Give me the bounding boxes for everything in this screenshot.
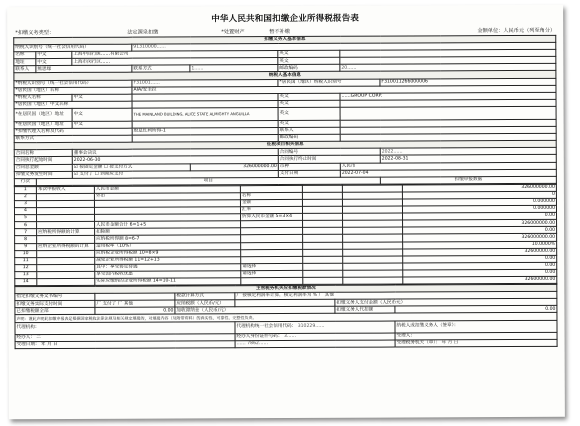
col-row-header: 行次 [14, 178, 36, 185]
name-cn-label: 中文 [36, 52, 72, 59]
due-label: 扣缴义务人支付金额（人民币元） [335, 299, 557, 307]
country-label: *居民国（地区）名称 [14, 87, 132, 95]
calc-row-amount: 0.00 [403, 212, 557, 220]
footer-right [395, 320, 557, 333]
calc-row-group [37, 278, 95, 285]
country-id-label: *居民国（地区）纳税人识别号 [278, 79, 380, 87]
handler-label: 经办人： [16, 334, 35, 340]
withholder-contact: 熊思缘 [36, 66, 132, 74]
calc-row-sub: 减免企业所得税额 11=12+13 [95, 256, 241, 264]
col-item-header: 项目 [36, 177, 380, 186]
withholding-type-value: 法定源泉扣缴 [127, 29, 159, 36]
col-amount-header: 扣缴申报数据 [380, 176, 556, 184]
form-title: 中华人民共和国扣缴企业所得税报告表 [211, 13, 360, 25]
calc-row-amount: 0.00 [403, 227, 557, 235]
calc-row-no: 13 [15, 271, 37, 278]
extra-code-1: …… [236, 341, 246, 347]
sign-label: 纳税人或扣缴义务人（签章）： [396, 323, 459, 329]
taxpayer-zip-label: 邮政编码 [278, 134, 340, 141]
section-withholder: 扣缴义务人基本信息 [14, 35, 556, 44]
payer-value: 股息红利所得-1 [132, 128, 278, 136]
calc-row-amount: 326000000.00 [403, 234, 557, 242]
country-value: AIA/安圭拉 [132, 85, 556, 94]
withholder-id-label: 纳税人识别号（统一社会信用代码） [14, 44, 132, 52]
contract-name: 董事会决议 [72, 149, 278, 157]
calc-row-amount: 10.0000% [403, 241, 557, 249]
exec-end-label: 合同执行终止时间 [278, 155, 380, 163]
agent-label: 代理机构： [16, 325, 40, 331]
calc-row-amount: 0.000000 [402, 198, 556, 206]
payer-label: *扣缴代理人名称及代码 [14, 128, 132, 136]
calc-row-no: 4 [14, 208, 36, 215]
taxpayer-addr-cn-label: 中文 [72, 108, 132, 121]
calc-row-empty2 [343, 277, 403, 284]
contract-amount: 326000000.00 [190, 163, 278, 170]
currency-value: 人民币 [340, 162, 556, 170]
calc-row-no: 14 [15, 279, 37, 286]
recv-label: 受理人： [396, 333, 415, 339]
asset-disposal-label: *处置财产 [221, 29, 245, 36]
withholder-name-cn: 上海中间行医……有限公司 [72, 51, 278, 59]
calc-row-amount: 326000000.00 [403, 220, 557, 228]
calc-row-no: 2 [14, 193, 36, 200]
calc-row-no: 11 [15, 257, 37, 264]
calc-row-amount: 0.00 [403, 269, 557, 277]
calc-row-no: 10 [15, 250, 37, 257]
calc-row-amount: 326000000.00 [402, 184, 556, 192]
taxpayer-name-cn-label: 中文 [72, 94, 132, 101]
calc-row-amount: 0.00 [403, 262, 557, 270]
method-label: 扣缴义务发生时间 [14, 171, 72, 178]
footer-left [15, 321, 235, 334]
zip-label: 邮政编码 [278, 65, 340, 72]
contract-name-label: 合同名称 [14, 150, 72, 157]
calc-row-amount: 0.00 [403, 255, 557, 263]
calc-row-amount: 32600000.00 [403, 248, 557, 256]
pay-date: 2022-07-04 [340, 169, 556, 177]
taxpayer-name-label: *纳税人名称 [14, 94, 72, 101]
paid-label: 扣缴义务实际支付时间 [15, 301, 95, 308]
agent-code-label: 代理机构统一社会信用代码： [236, 324, 297, 330]
withholder-id-value: 91310000…… [132, 42, 556, 51]
date-label: 受理日期： [16, 341, 40, 348]
calc-row-item: 汇率 [240, 206, 302, 213]
tax-method-options[interactable]: 厂 按核定利润率计算，核定利润率为 % 厂 其他 [235, 292, 557, 300]
taxpayer-fullname-label: *居民国（地区）中文名称 [14, 101, 132, 109]
calc-row-no: 3 [14, 201, 36, 208]
calc-row-sub: 享受国内税收优惠 [95, 271, 241, 279]
withholder-phone: 1…… [190, 65, 278, 72]
contact-label: 联系人 [14, 66, 36, 73]
calc-row-item: 金额 [240, 199, 302, 206]
taxpayer-fullname-en-label: 英文 [278, 100, 340, 107]
id-label: 经办人身份证件号码： [236, 333, 283, 340]
date-value: 年 月 日 [41, 341, 58, 347]
calc-row-no: 12 [15, 264, 37, 271]
section-taxpayer: 纳税人基本信息 [14, 71, 556, 80]
exec-end: 2022-08-31 [380, 155, 556, 163]
taxpayer-contact-label: 联系人 [278, 127, 340, 134]
calc-row-no: 8 [15, 236, 37, 243]
taxpayer-addr2-en-label: 英文 [278, 120, 340, 127]
extra-code-2: 7862…… [247, 340, 269, 347]
phone-label: 联系方式 [132, 65, 190, 72]
calc-row-sub: 外币 [94, 193, 240, 201]
taxpayer-addr-en-label: 英文 [278, 107, 340, 120]
section-exemption: 主管税务机关应扣缴税款情况 [15, 284, 557, 293]
refund-label: 应纳税额（人民币/元） [175, 300, 235, 307]
calc-row-group: 应纳税所得额的计算 [37, 229, 95, 236]
calc-row-sub: 其中：享受协定待遇 [95, 264, 241, 272]
amount-options[interactable]: ☑ 按固定金额 ☐ 按支付方式 [72, 163, 190, 171]
calc-row-group: 应纳企业所得税额的计算 [37, 243, 95, 250]
taxpayer-addr-label: *在居民国（地区）地址 [14, 108, 72, 121]
rem-label: 扣缴义务人代扣额 [335, 306, 395, 313]
calc-row-item: 名称 [240, 192, 302, 199]
calc-row-sub: 实际应缴纳的企业所得税额 14=10-11 [95, 278, 241, 286]
paid-options[interactable]: 厂 支付了 厂 其他 [95, 300, 175, 307]
amount-label: 合同总金额 [14, 164, 72, 171]
withholding-type-label: *扣缴义务类型： [15, 30, 55, 37]
declaration: 声明：谨此声明此扣缴申报表是根据国家税收法律法规及相关规定填报的，对填报内容（及附带资料）的真实性、可靠性、完整性负责。 [15, 313, 557, 322]
country-id-value: F310011266000006 [380, 78, 556, 86]
calc-row-empty [303, 277, 343, 284]
addr-label: 地址 [14, 59, 36, 66]
taxpayer-addr-en [340, 106, 556, 120]
country-code-label: 加收滞纳金（人民币/元） [175, 307, 335, 315]
contract-no-label: 合同编号 [278, 148, 380, 156]
already-value: 0.00 [95, 307, 175, 314]
taxpayer-id-label: *纳税人识别号（统一社会信用代码） [14, 80, 132, 88]
rem-value: 0.00 [395, 306, 557, 314]
withholder-zip: 20…… [340, 64, 556, 72]
currency-unit-note: 金额单位：人民币元（列至角分） [477, 27, 556, 35]
footer-mid [235, 321, 395, 334]
agent-code: 310229…… [297, 324, 325, 330]
recv-org-label: 受理税务机关（章）： [396, 340, 441, 346]
calc-row-sub: 应纳税企业所得税额 10=8×9 [95, 249, 241, 257]
taxpayer-addr2-cn-label: 中文 [72, 121, 132, 128]
form-table [13, 35, 557, 186]
name-en-label: 英文 [278, 50, 340, 57]
doc-no-label: 指定扣缴义务文书编号 [15, 294, 95, 301]
calc-row-sub: 人民币金额 [94, 185, 240, 193]
exec-start-label: 合同执行起始时间 [14, 157, 72, 164]
calc-row-item [241, 277, 303, 284]
taxpayer-id-value: F31001…… [132, 79, 278, 87]
calc-row-group: 本次申报收入 [36, 186, 94, 193]
calc-row-no: 9 [15, 243, 37, 250]
taxpayer-phone-label: 联系方式 [14, 135, 132, 143]
calc-row-amount: 0 [402, 191, 556, 199]
tax-form-grid [13, 35, 556, 349]
bottom-table [14, 284, 557, 349]
method-options[interactable]: ☑ 支付了 ☐ 到期应支付 [72, 170, 278, 178]
currency-label: 币种 [278, 163, 340, 170]
calc-row-sub: 扣除额 [95, 228, 241, 236]
addr-cn-label: 中文 [36, 59, 72, 66]
pay-date-label: 支付日期 [278, 170, 340, 177]
sign-date: 年 月 日 [441, 340, 459, 346]
taxpayer-name-en: ……GROUP CORP. [340, 92, 556, 100]
handler-value: 二 [36, 334, 42, 340]
scanned-form-page [7, 5, 565, 419]
calc-row-item: 折算人民币金额 5=3×4 [241, 214, 303, 221]
section-tax-item: 征税项目相关信息 [14, 141, 556, 150]
already-label: 已扣缴税额全部 [15, 308, 95, 315]
taxpayer-name-en-label: 英文 [278, 93, 340, 100]
calc-row-item: 请选择 [241, 263, 303, 270]
calc-row-no: 7 [15, 229, 37, 236]
asset-disposal-value: 暂不补缴 [269, 28, 290, 36]
calc-row-sub: 人民币金额合计 6=1+5 [95, 221, 241, 229]
calc-row-no: 6 [15, 222, 37, 229]
taxpayer-addr-en-text: THE MAINLAND BUILDING, ALICE STATE ALMIGHTY ANGUILLA [132, 107, 278, 121]
calc-row-sub: 适用税率（10%） [95, 242, 241, 250]
taxpayer-addr2-label: *在居民国（地区）地址 [14, 121, 72, 128]
tax-method-label: 税款计算方式 [175, 293, 235, 300]
calc-row-amount: 0.000000 [402, 205, 556, 213]
contract-no: 2022…… [380, 148, 556, 156]
name-label: 名称 [14, 52, 36, 59]
calc-row-sub: 应纳税所得额 8=6-7 [95, 235, 241, 243]
calc-row-item: 请选择 [241, 270, 303, 277]
exec-start: 2022-06-30 [72, 156, 278, 164]
withholder-addr-cn: 上海市闵行区…… [72, 58, 278, 66]
calc-row-no: 5 [15, 215, 37, 222]
calc-row-no: 1 [14, 186, 36, 193]
addr-en-label: 英文 [278, 58, 340, 65]
calc-table [14, 184, 557, 287]
calc-row-amount: 32600000.00 [403, 276, 557, 284]
id-value: 3…… [283, 333, 297, 339]
